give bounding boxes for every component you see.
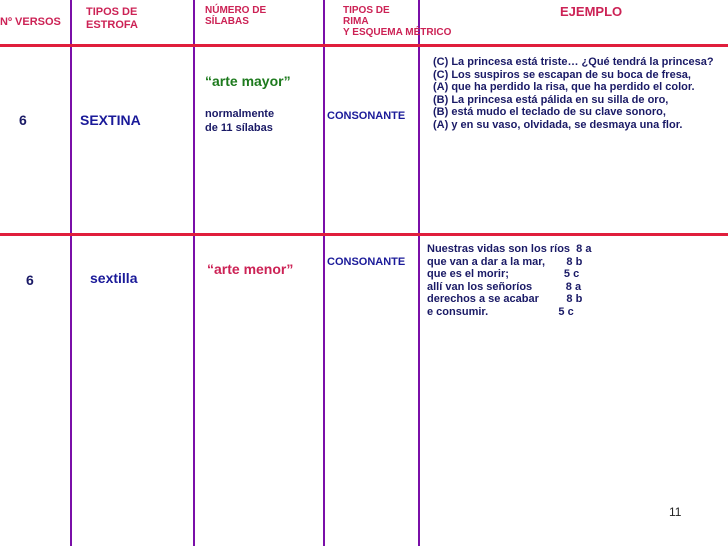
header-silabas [205, 5, 266, 27]
header-tipos-estrofa-line: ESTROFA [86, 19, 138, 31]
header-rima-line: RIMA [343, 16, 369, 27]
row1-arte: “arte mayor” [205, 73, 291, 89]
row2-ejemplo-line: que van a dar a la mar, 8 b [427, 255, 583, 268]
row2-versos: 6 [26, 272, 34, 288]
row1-silabas-note [205, 107, 274, 135]
row1-ejemplo-line: (A) y en su vaso, olvidada, se desmaya una flor. [433, 118, 683, 131]
header-rima [343, 5, 451, 38]
row2-estrofa: sextilla [90, 270, 138, 286]
header-ejemplo: EJEMPLO [560, 4, 623, 19]
row2-ejemplo-line: que es el morir; 5 c [427, 268, 580, 281]
header-rima-line: Y ESQUEMA MÉTRICO [343, 27, 452, 38]
row2-ejemplo-line: derechos a se acabar 8 b [427, 293, 583, 306]
header-versos: Nº VERSOS [0, 16, 61, 28]
row-divider [0, 233, 728, 236]
row2-rima: CONSONANTE [327, 256, 406, 268]
row1-versos: 6 [19, 112, 27, 128]
header-rima-line: TIPOS DE [343, 5, 390, 16]
column-divider [418, 0, 420, 546]
row1-ejemplo-line: (C) Los suspiros se escapan de su boca de fresa, [433, 68, 691, 81]
header-tipos-estrofa [86, 6, 138, 32]
row1-ejemplo-line: (C) La princesa está triste… ¿Qué tendrá la princesa? [433, 56, 714, 68]
row1-ejemplo-line: (B) está mudo el teclado de su clave sonoro, [433, 106, 666, 119]
row1-ejemplo-line: (B) La princesa está pálida en su silla de oro, [433, 93, 669, 106]
row1-silabas-line: de 11 sílabas [205, 122, 273, 134]
row1-ejemplo-line: (A) que ha perdido la risa, que ha perdido el color. [433, 81, 695, 94]
row2-arte: “arte menor” [207, 261, 294, 277]
row2-ejemplo [427, 243, 591, 319]
row1-ejemplo [433, 56, 728, 132]
row-divider [0, 44, 728, 47]
row1-rima: CONSONANTE [327, 110, 406, 122]
header-tipos-estrofa-line: TIPOS DE [86, 6, 138, 18]
column-divider [70, 0, 72, 546]
row2-ejemplo-line: e consumir. 5 c [427, 305, 574, 318]
header-silabas-line: SÍLABAS [205, 16, 249, 27]
row2-ejemplo-line: allí van los señoríos 8 a [427, 280, 582, 293]
column-divider [193, 0, 195, 546]
row1-silabas-line: normalmente [205, 108, 275, 120]
column-divider [323, 0, 325, 546]
row2-ejemplo-line: Nuestras vidas son los ríos 8 a [427, 243, 592, 255]
header-silabas-line: NÚMERO DE [205, 5, 267, 16]
page-number: 11 [669, 505, 682, 519]
row1-estrofa: SEXTINA [80, 112, 141, 128]
